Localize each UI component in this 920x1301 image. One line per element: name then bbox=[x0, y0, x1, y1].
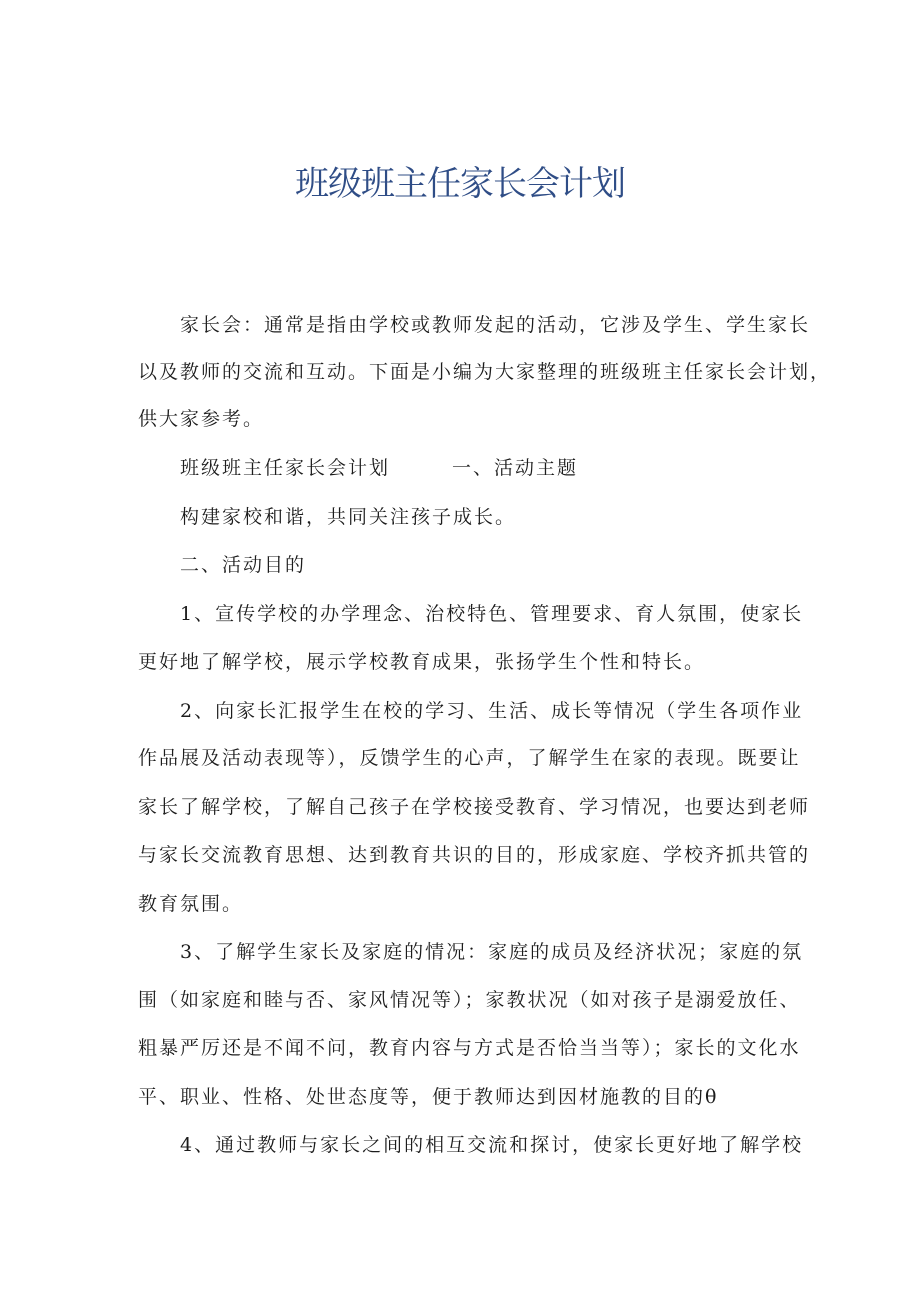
section-heading-line bbox=[180, 453, 840, 483]
intro-line-2: 以及教师的交流和互动。下面是小编为大家整理的班级班主任家长会计划， bbox=[138, 361, 832, 383]
item1-line-1: 1、宣传学校的办学理念、治校特色、管理要求、育人氛围，使家长 bbox=[180, 603, 804, 625]
item4-line-1: 4、通过教师与家长之间的相互交流和探讨，使家长更好地了解学校 bbox=[180, 1134, 804, 1156]
item2-line-5: 教育氛围。 bbox=[138, 893, 244, 915]
item3-line-1: 3、了解学生家长及家庭的情况：家庭的成员及经济状况；家庭的氛 bbox=[180, 941, 804, 963]
item1-line-2: 更好地了解学校，展示学校教育成果，张扬学生个性和特长。 bbox=[138, 651, 706, 673]
intro-line-3: 供大家参考。 bbox=[138, 408, 265, 430]
document-title: 班级班主任家长会计划 bbox=[295, 164, 625, 204]
purpose-heading: 二、活动目的 bbox=[180, 554, 307, 576]
theme-text: 构建家校和谐，共同关注孩子成长。 bbox=[180, 506, 517, 528]
item2-line-1: 2、向家长汇报学生在校的学习、生活、成长等情况（学生各项作业 bbox=[180, 700, 804, 722]
plan-name: 班级班主任家长会计划 bbox=[180, 457, 391, 479]
item2-line-4: 与家长交流教育思想、达到教育共识的目的，形成家庭、学校齐抓共管的 bbox=[138, 844, 811, 866]
item3-line-3: 粗暴严厉还是不闻不问，教育内容与方式是否恰当当等）；家长的文化水 bbox=[138, 1037, 801, 1059]
item3-line-4: 平、职业、性格、处世态度等，便于教师达到因材施教的目的θ bbox=[138, 1086, 719, 1108]
theme-heading: 一、活动主题 bbox=[452, 457, 579, 479]
item2-line-2: 作品展及活动表现等），反馈学生的心声，了解学生在家的表现。既要让 bbox=[138, 747, 801, 769]
item2-line-3: 家长了解学校，了解自己孩子在学校接受教育、学习情况，也要达到老师 bbox=[138, 796, 811, 818]
item3-line-2: 围（如家庭和睦与否、家风情况等）；家教状况（如对孩子是溺爱放任、 bbox=[138, 989, 801, 1011]
intro-line-1: 家长会：通常是指由学校或教师发起的活动，它涉及学生、学生家长 bbox=[180, 314, 811, 336]
